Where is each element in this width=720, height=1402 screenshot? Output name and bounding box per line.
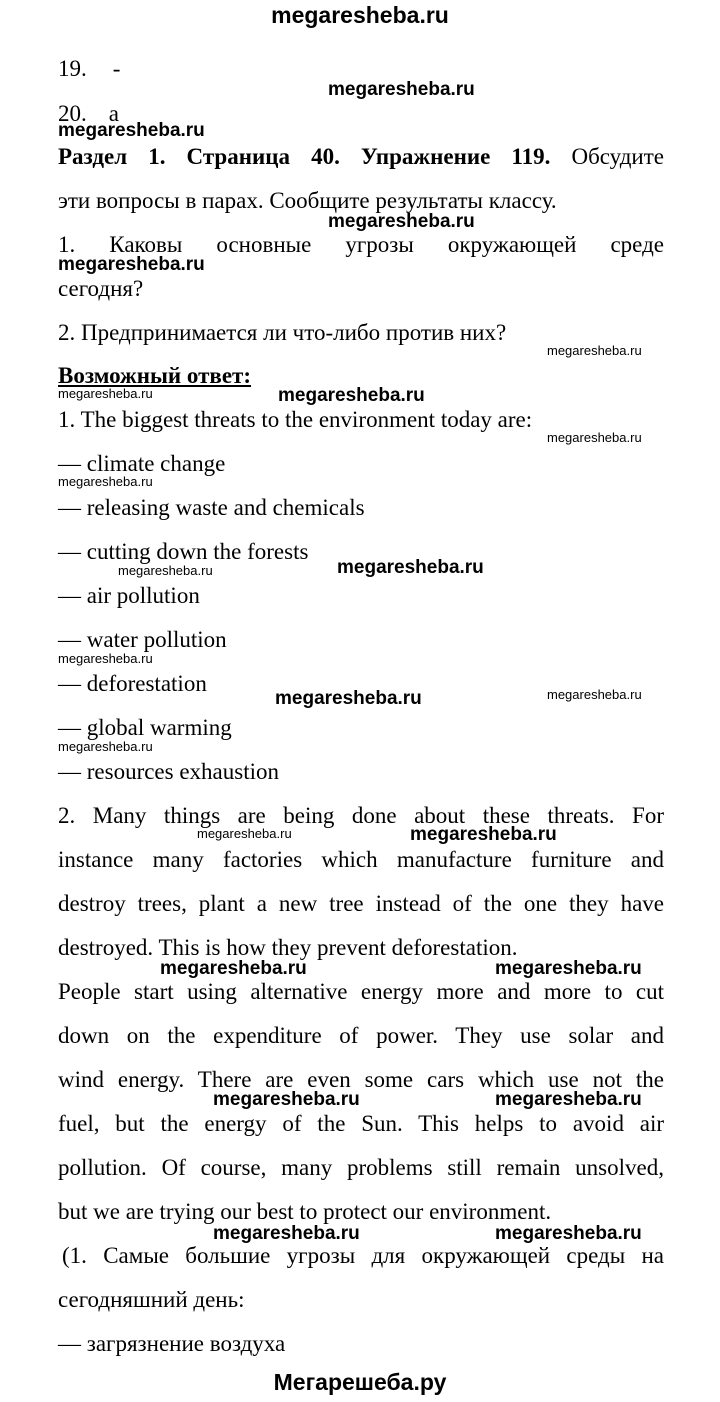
answer-label: Возможный ответ: [58, 363, 252, 388]
task-heading-line [58, 143, 664, 171]
watermark: megaresheba.ru [58, 651, 153, 666]
question-1-line2: сегодня? [58, 276, 144, 301]
site-header: megaresheba.ru [271, 2, 449, 28]
watermark: megaresheba.ru [278, 385, 425, 406]
translation-line: сегодняшний день: [58, 1287, 245, 1312]
watermark: megaresheba.ru [213, 1223, 360, 1244]
paragraph-3-line: pollution. Of course, many problems still remain unsolved, [58, 1155, 664, 1180]
watermark: megaresheba.ru [328, 211, 475, 232]
watermark: megaresheba.ru [337, 557, 484, 578]
threat-item: — global warming [58, 715, 232, 740]
watermark: megaresheba.ru [495, 958, 642, 979]
watermark: megaresheba.ru [58, 386, 153, 401]
threat-item: — releasing waste and chemicals [58, 495, 365, 520]
item-20-answer: a [108, 101, 119, 126]
watermark: megaresheba.ru [547, 430, 642, 445]
task-text-line1: Обсудите [571, 144, 664, 169]
item-20-number: 20. [58, 101, 87, 126]
watermark: megaresheba.ru [58, 120, 205, 141]
threat-item: — cutting down the forests [58, 539, 309, 564]
question-2: 2. Предпринимается ли что-либо против них? [58, 320, 507, 345]
threat-item: — resources exhaustion [58, 759, 279, 784]
paragraph-3-line: down on the expenditure of power. They use solar and [58, 1023, 664, 1048]
watermark: megaresheba.ru [197, 826, 292, 841]
watermark: megaresheba.ru [547, 687, 642, 702]
watermark: megaresheba.ru [410, 824, 557, 845]
paragraph-2-line: destroyed. This is how they prevent deforestation. [58, 935, 518, 960]
watermark: megaresheba.ru [58, 739, 153, 754]
site-footer: Мегарешеба.ру [273, 1369, 447, 1395]
watermark: megaresheba.ru [547, 343, 642, 358]
translation-line: (1. Самые большие угрозы для окружающей среды на [62, 1243, 664, 1268]
watermark: megaresheba.ru [495, 1223, 642, 1244]
watermark: megaresheba.ru [328, 79, 475, 100]
watermark: megaresheba.ru [495, 1089, 642, 1110]
watermark: megaresheba.ru [58, 474, 153, 489]
task-heading: Раздел 1. Страница 40. Упражнение 119. [58, 144, 551, 169]
item-19 [58, 55, 120, 83]
watermark: megaresheba.ru [58, 254, 205, 275]
paragraph-3-line: People start using alternative energy more and more to cut [58, 979, 664, 1004]
paragraph-3-line: wind energy. There are even some cars which use not the [58, 1067, 664, 1092]
threat-item: — climate change [58, 451, 226, 476]
threat-item: — air pollution [58, 583, 200, 608]
watermark: megaresheba.ru [118, 563, 213, 578]
watermark: megaresheba.ru [275, 688, 422, 709]
paragraph-2-line: 2. Many things are being done about these threats. For [58, 803, 664, 828]
paragraph-2-line: instance many factories which manufacture furniture and [58, 847, 664, 872]
watermark: megaresheba.ru [160, 958, 307, 979]
item-19-number: 19. [58, 56, 87, 81]
paragraph-3-line: fuel, but the energy of the Sun. This helps to avoid air [58, 1111, 664, 1136]
threat-item: — deforestation [58, 671, 207, 696]
paragraph-3-line: but we are trying our best to protect our environment. [58, 1199, 552, 1224]
answer-intro: 1. The biggest threats to the environment today are: [58, 407, 533, 432]
translation-line: — загрязнение воздуха [58, 1331, 286, 1356]
item-19-answer: - [112, 56, 121, 81]
threat-item: — water pollution [58, 627, 227, 652]
paragraph-2-line: destroy trees, plant a new tree instead of the one they have [58, 891, 664, 916]
question-1-line1: 1. Каковы основные угрозы окружающей среде [58, 232, 664, 257]
task-text-line2: эти вопросы в парах. Сообщите результаты классу. [58, 188, 557, 213]
watermark: megaresheba.ru [213, 1089, 360, 1110]
